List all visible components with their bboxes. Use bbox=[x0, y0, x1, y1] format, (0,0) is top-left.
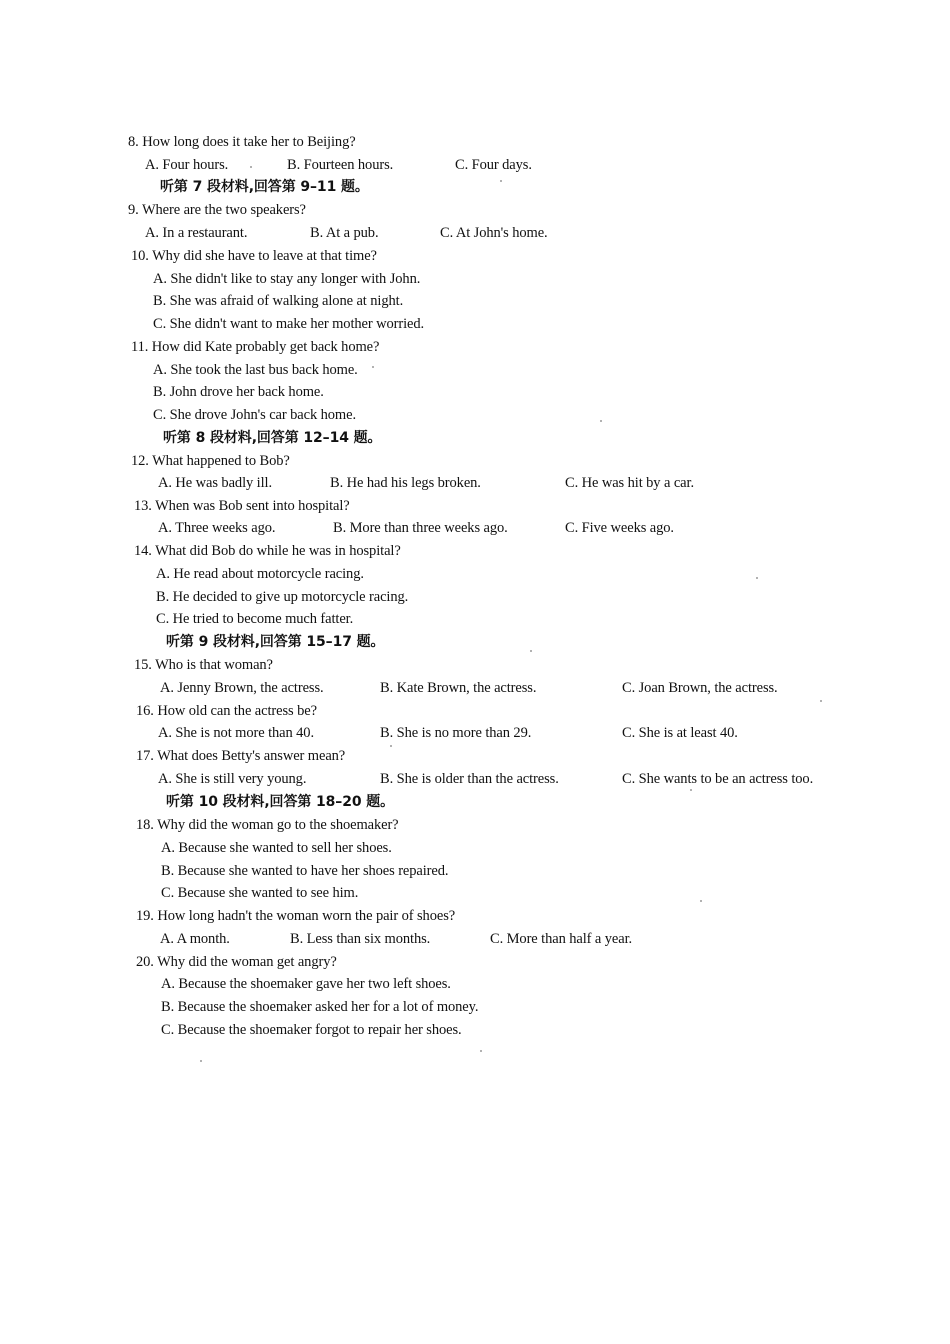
question-text: 19. How long hadn't the woman worn the pair of shoes? bbox=[136, 908, 456, 924]
answer-option-b: B. She is older than the actress. bbox=[380, 771, 559, 787]
scan-speck bbox=[700, 900, 702, 902]
scan-speck bbox=[390, 745, 392, 747]
answer-option-c: C. She is at least 40. bbox=[622, 725, 738, 741]
section-heading: 听第 10 段材料,回答第 18–20 题。 bbox=[166, 794, 395, 810]
question-text: 16. How old can the actress be? bbox=[136, 703, 317, 719]
answer-option-b: B. She is no more than 29. bbox=[380, 725, 532, 741]
scan-speck bbox=[372, 366, 374, 368]
answer-option: B. She was afraid of walking alone at night. bbox=[153, 293, 404, 309]
answer-option: B. Because the shoemaker asked her for a lot of money. bbox=[161, 999, 479, 1015]
answer-option-c: C. He was hit by a car. bbox=[565, 475, 694, 491]
answer-option: C. She didn't want to make her mother worried. bbox=[153, 316, 425, 332]
section-heading: 听第 8 段材料,回答第 12–14 题。 bbox=[163, 430, 382, 446]
scan-speck bbox=[756, 577, 758, 579]
answer-option-a: A. She is not more than 40. bbox=[158, 725, 314, 741]
scan-speck bbox=[500, 180, 502, 182]
answer-option: C. Because she wanted to see him. bbox=[161, 885, 359, 901]
answer-option: C. He tried to become much fatter. bbox=[156, 611, 354, 627]
question-text: 8. How long does it take her to Beijing? bbox=[128, 134, 356, 150]
answer-option-b: B. He had his legs broken. bbox=[330, 475, 481, 491]
scan-speck bbox=[690, 789, 692, 791]
question-text: 17. What does Betty's answer mean? bbox=[136, 748, 346, 764]
scan-speck bbox=[600, 420, 602, 422]
answer-option-a: A. Four hours. bbox=[145, 157, 229, 173]
answer-option-a: A. Jenny Brown, the actress. bbox=[160, 680, 324, 696]
answer-option: C. She drove John's car back home. bbox=[153, 407, 356, 423]
scan-speck bbox=[200, 1060, 202, 1062]
question-text: 10. Why did she have to leave at that time? bbox=[131, 248, 377, 264]
answer-option-b: B. Fourteen hours. bbox=[287, 157, 394, 173]
answer-option-c: C. Joan Brown, the actress. bbox=[622, 680, 778, 696]
answer-option-c: C. At John's home. bbox=[440, 225, 548, 241]
question-text: 13. When was Bob sent into hospital? bbox=[134, 498, 350, 514]
answer-option-b: B. Less than six months. bbox=[290, 931, 431, 947]
answer-option-b: B. More than three weeks ago. bbox=[333, 520, 508, 536]
answer-option-a: A. A month. bbox=[160, 931, 230, 947]
answer-option-b: B. At a pub. bbox=[310, 225, 379, 241]
answer-option-c: C. More than half a year. bbox=[490, 931, 633, 947]
answer-option-c: C. Four days. bbox=[455, 157, 532, 173]
answer-option: A. He read about motorcycle racing. bbox=[156, 566, 364, 582]
section-heading: 听第 9 段材料,回答第 15–17 题。 bbox=[166, 634, 385, 650]
answer-option: A. She didn't like to stay any longer with John. bbox=[153, 271, 421, 287]
answer-option: C. Because the shoemaker forgot to repair her shoes. bbox=[161, 1022, 462, 1038]
answer-option: B. Because she wanted to have her shoes repaired. bbox=[161, 863, 449, 879]
answer-option: B. He decided to give up motorcycle racing. bbox=[156, 589, 409, 605]
answer-option-c: C. She wants to be an actress too. bbox=[622, 771, 814, 787]
answer-option-b: B. Kate Brown, the actress. bbox=[380, 680, 537, 696]
question-text: 9. Where are the two speakers? bbox=[128, 202, 306, 218]
question-text: 14. What did Bob do while he was in hospital? bbox=[134, 543, 401, 559]
scan-speck bbox=[480, 1050, 482, 1052]
answer-option-a: A. She is still very young. bbox=[158, 771, 307, 787]
answer-option-a: A. Three weeks ago. bbox=[158, 520, 276, 536]
answer-option-a: A. He was badly ill. bbox=[158, 475, 272, 491]
question-text: 20. Why did the woman get angry? bbox=[136, 954, 337, 970]
answer-option-c: C. Five weeks ago. bbox=[565, 520, 674, 536]
scan-speck bbox=[820, 700, 822, 702]
scan-speck bbox=[250, 166, 252, 168]
question-text: 11. How did Kate probably get back home? bbox=[131, 339, 380, 355]
answer-option: A. Because she wanted to sell her shoes. bbox=[161, 840, 392, 856]
question-text: 15. Who is that woman? bbox=[134, 657, 273, 673]
answer-option-a: A. In a restaurant. bbox=[145, 225, 248, 241]
answer-option: A. Because the shoemaker gave her two left shoes. bbox=[161, 976, 451, 992]
scan-speck bbox=[530, 650, 532, 652]
answer-option: B. John drove her back home. bbox=[153, 384, 324, 400]
answer-option: A. She took the last bus back home. bbox=[153, 362, 358, 378]
question-text: 12. What happened to Bob? bbox=[131, 453, 290, 469]
section-heading: 听第 7 段材料,回答第 9–11 题。 bbox=[160, 179, 369, 195]
question-text: 18. Why did the woman go to the shoemaker? bbox=[136, 817, 399, 833]
